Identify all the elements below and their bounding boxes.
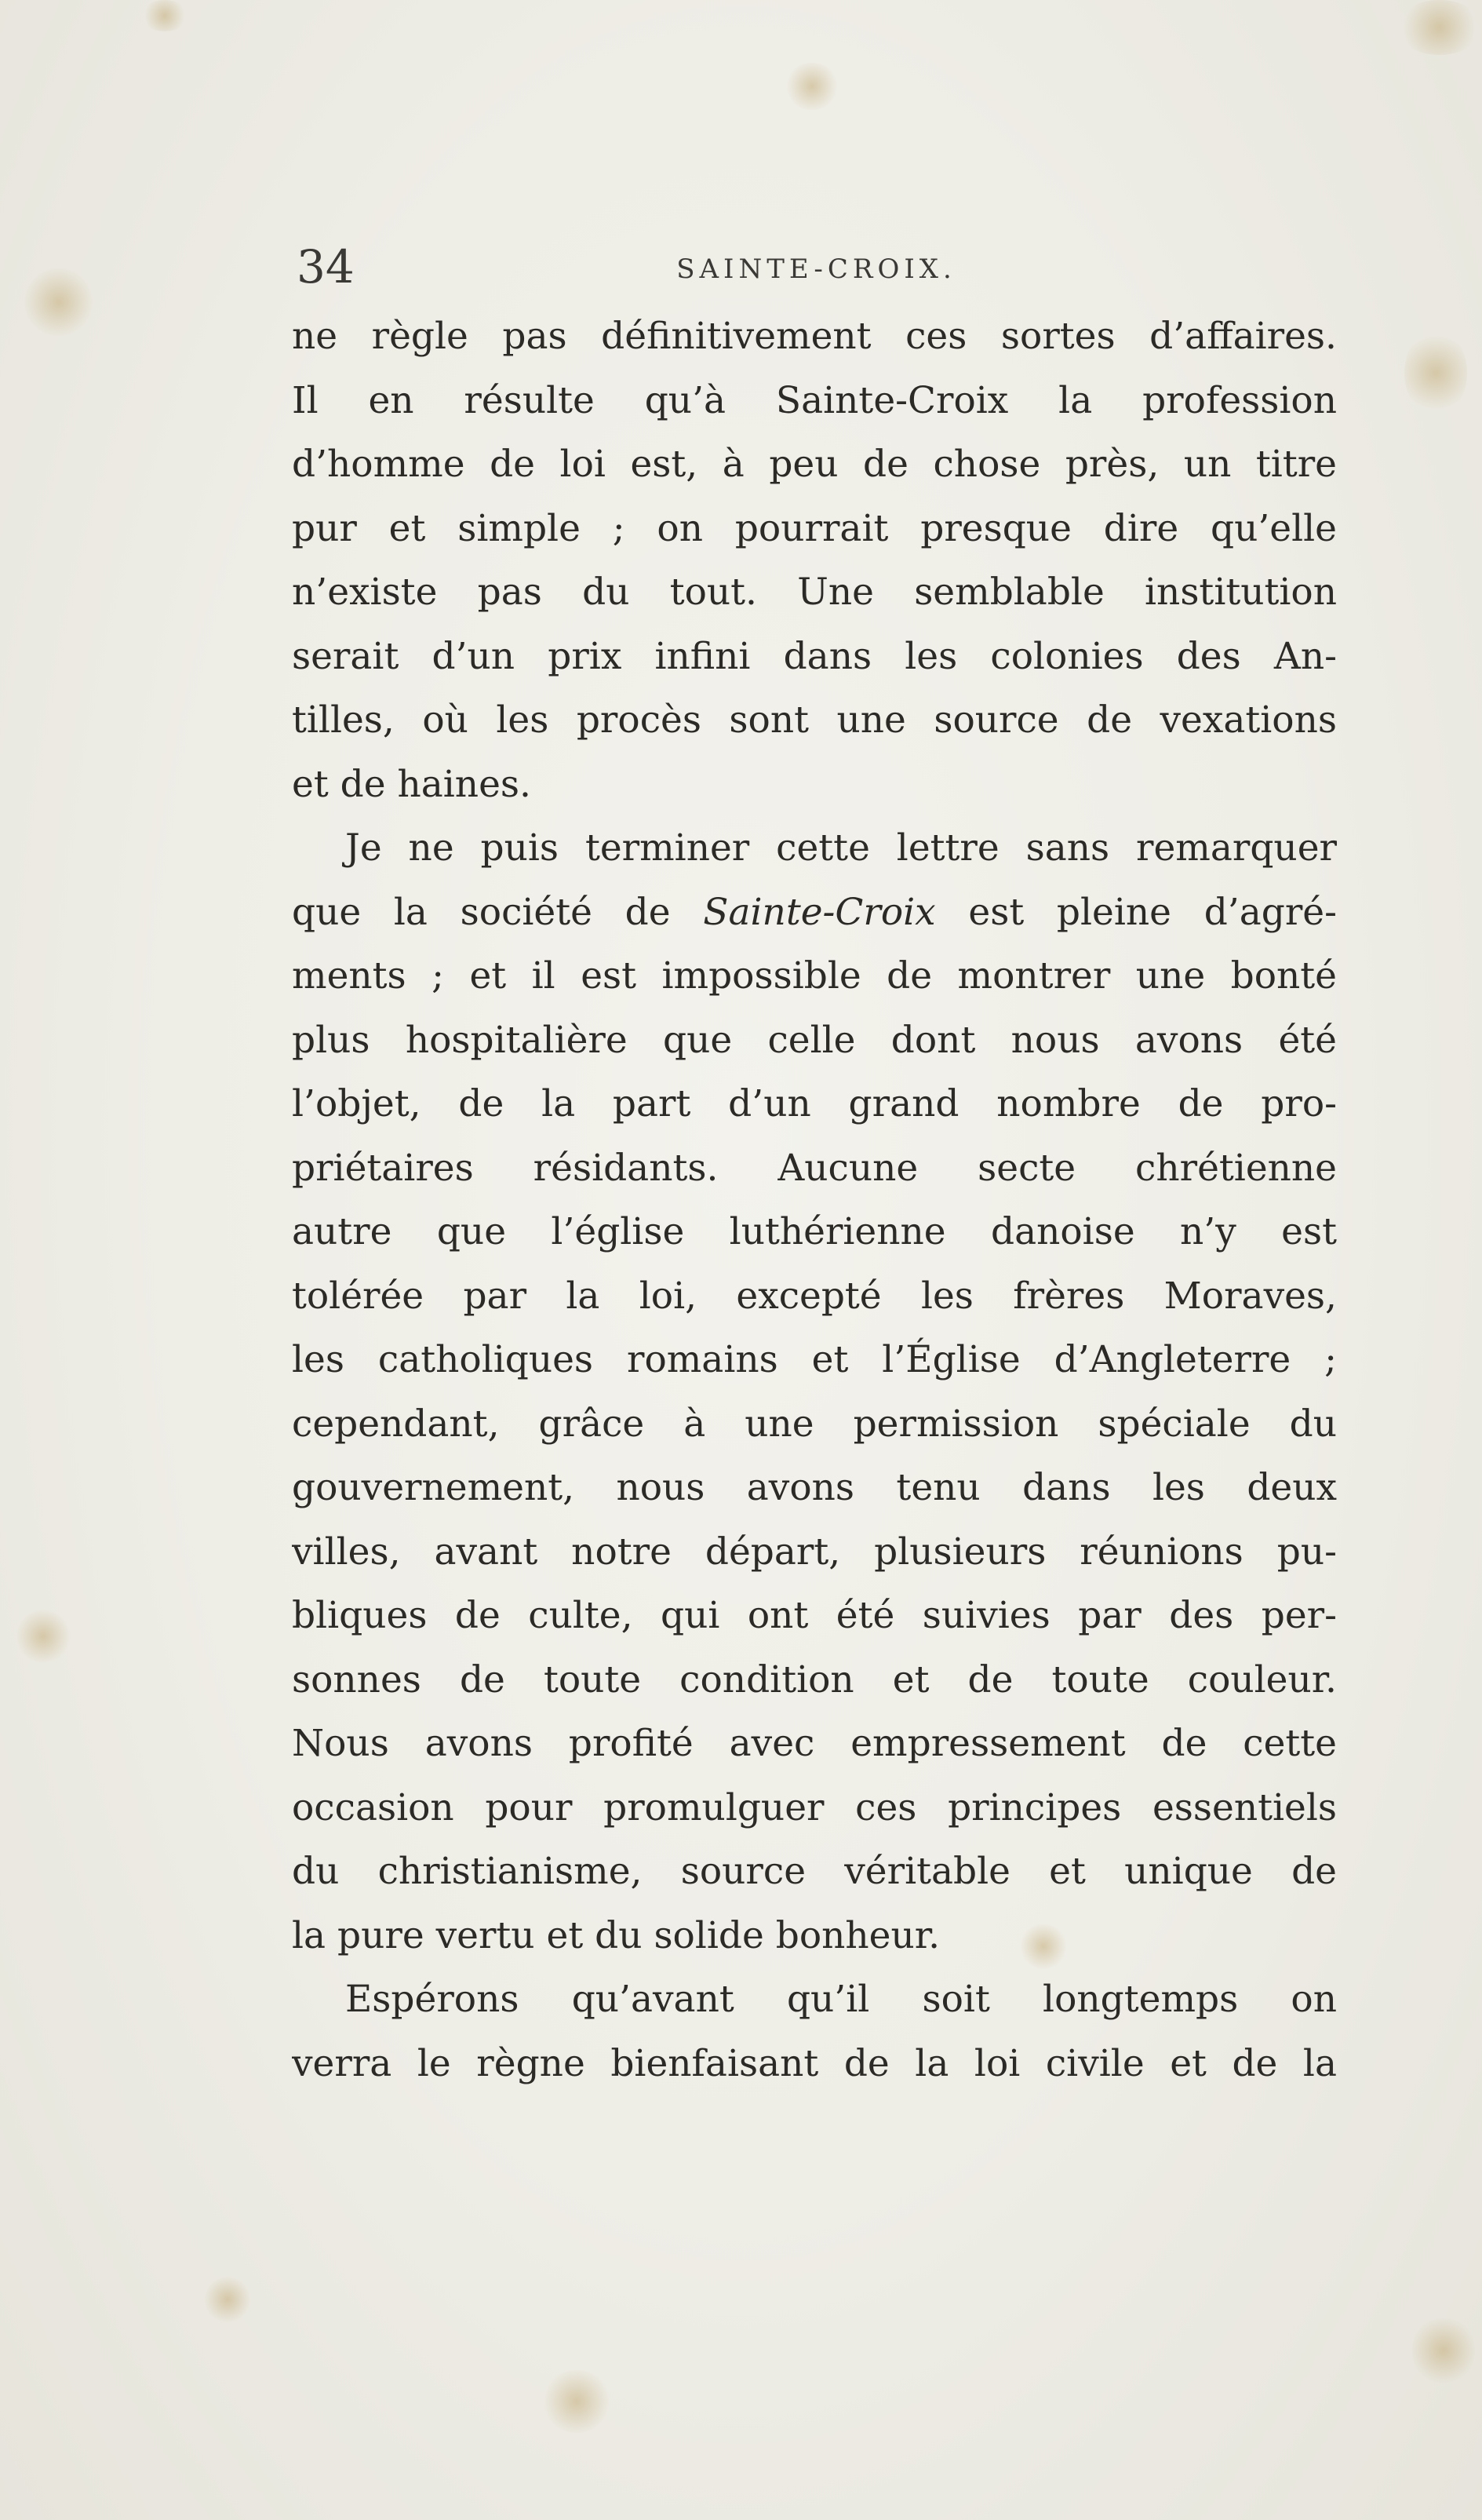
text-line: la pure vertu et du solide bonheur. (292, 1913, 941, 1957)
text-line: tolérée par la loi, excepté les frères Moraves, (292, 1274, 1337, 1318)
foxing-spot (541, 2370, 612, 2433)
text-line: Il en résulte qu’à Sainte-Croix la profession (292, 378, 1337, 422)
text-line: cependant, grâce à une permission spéciale du (292, 1402, 1337, 1446)
text-line: les catholiques romains et l’Église d’Angleterre ; (292, 1338, 1337, 1381)
text-line: l’objet, de la part d’un grand nombre de pro- (292, 1082, 1337, 1125)
text-line: ne règle pas définitivement ces sortes d’affaires. (292, 315, 1337, 358)
text-line: autre que l’église luthérienne danoise n’y est (292, 1210, 1337, 1253)
text-line: verra le règne bienfaisant de la loi civile et de la (292, 2041, 1337, 2085)
text-line: gouvernement, nous avons tenu dans les deux (292, 1466, 1337, 1509)
paragraph (292, 305, 1337, 816)
text-line: villes, avant notre départ, plusieurs réunions pu- (292, 1530, 1337, 1574)
text-line: occasion pour promulguer ces principes essentiels (292, 1785, 1337, 1829)
foxing-spot (16, 1609, 71, 1664)
foxing-spot (1412, 2315, 1475, 2386)
text-line: Nous avons profité avec empressement de cette (292, 1722, 1337, 1765)
body-text (292, 305, 1337, 2095)
italic-place-name: Sainte-Croix (703, 890, 936, 934)
foxing-spot (24, 267, 94, 337)
text-line (292, 881, 1337, 945)
text-line: pur et simple ; on pourrait presque dire qu’elle (292, 506, 1337, 550)
text-line: sonnes de toute condition et de toute couleur. (292, 1658, 1337, 1701)
foxing-spot (1404, 330, 1467, 416)
paragraph (292, 816, 1337, 1967)
text-line: ments ; et il est impossible de montrer une bonté (292, 954, 1337, 997)
page-number: 34 (297, 240, 355, 294)
text-line: et de haines. (292, 762, 531, 806)
foxing-spot (785, 63, 839, 110)
text-run: que la société de (292, 890, 704, 934)
paragraph (292, 1967, 1337, 2095)
text-line: priétaires résidants. Aucune secte chrétienne (292, 1146, 1337, 1190)
text-line: du christianisme, source véritable et unique de (292, 1850, 1337, 1893)
text-line: plus hospitalière que celle dont nous avons été (292, 1018, 1337, 1062)
text-line: d’homme de loi est, à peu de chose près, un titre (292, 443, 1337, 486)
text-line: tilles, où les procès sont une source de vexations (292, 698, 1337, 742)
running-head: SAINTE-CROIX. (676, 253, 956, 285)
foxing-spot (1396, 0, 1482, 55)
foxing-spot (204, 2276, 251, 2323)
text-line: serait d’un prix infini dans les colonies des An- (292, 634, 1337, 678)
text-line: n’existe pas du tout. Une semblable institution (292, 571, 1337, 614)
page-header (297, 235, 1336, 298)
text-line: Espérons qu’avant qu’il soit longtemps on (345, 1978, 1337, 2021)
foxing-spot (141, 0, 188, 31)
text-run: est pleine d’agré- (935, 890, 1337, 934)
text-line: Je ne puis terminer cette lettre sans remarquer (345, 826, 1337, 870)
text-line: bliques de culte, qui ont été suivies par des per- (292, 1594, 1337, 1637)
